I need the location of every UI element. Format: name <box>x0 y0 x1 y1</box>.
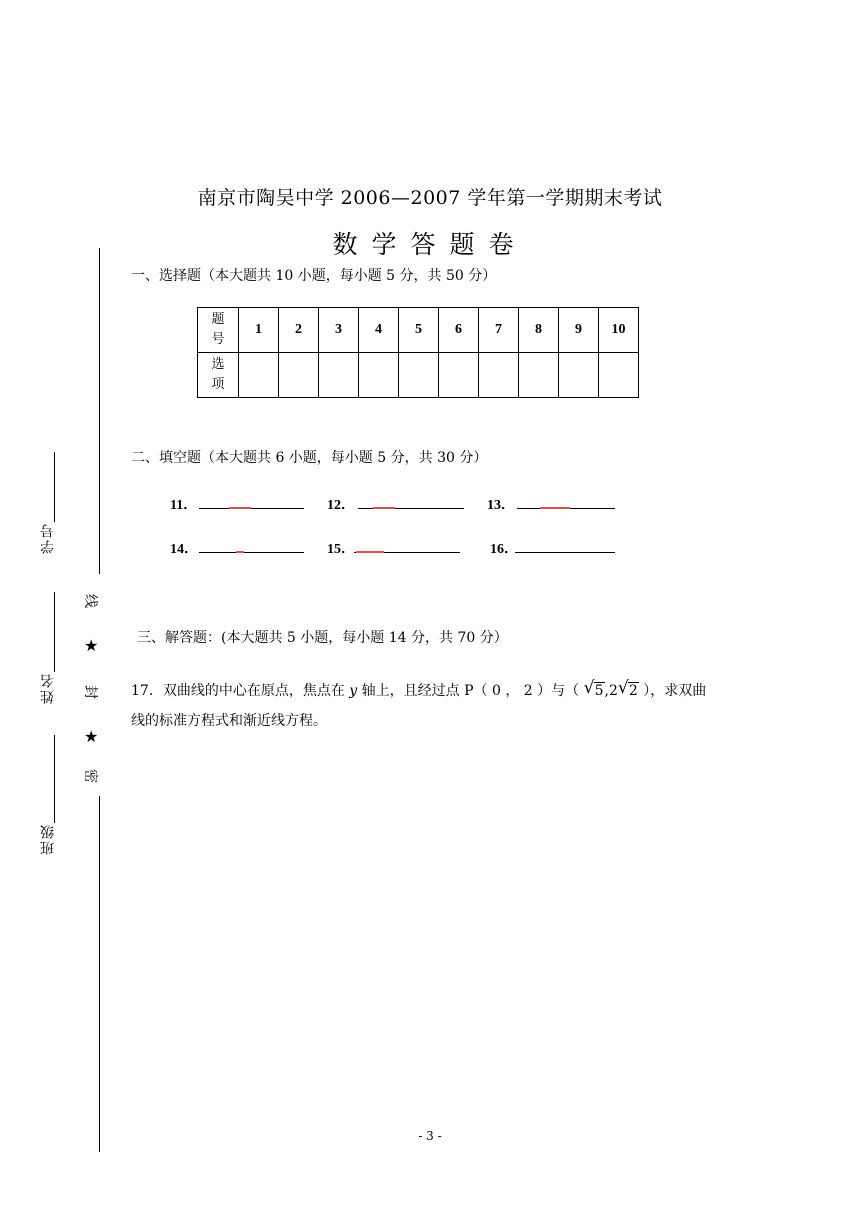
question-number-2: 2 <box>279 308 319 353</box>
question-number-8: 8 <box>519 308 559 353</box>
answer-cell-9[interactable] <box>559 353 599 398</box>
blank-label-14: 14． <box>170 542 198 557</box>
red-mark-14 <box>236 551 244 553</box>
name-label: 姓名 <box>40 672 56 704</box>
blank-label-16: 16． <box>490 542 518 557</box>
name-line[interactable] <box>54 592 55 672</box>
answer-table <box>197 307 639 398</box>
section-solve-heading: 三、解答题：(本大题共 5 小题，每小题 14 分，共 70 分） <box>137 630 508 646</box>
student-id-line[interactable] <box>54 452 55 522</box>
question-number-7: 7 <box>479 308 519 353</box>
seal-char-seal: 封 <box>82 685 98 699</box>
exam-title: 南京市陶吴中学 2006—2007 学年第一学期期末考试 <box>197 187 663 209</box>
question-number-4: 4 <box>359 308 399 353</box>
sqrt-5: √ 5 <box>583 678 604 699</box>
row-header-number: 题 号 <box>198 308 239 353</box>
binding-line-lower <box>99 796 100 1152</box>
class-line[interactable] <box>54 735 55 823</box>
problem-17-text-mid: 轴上，且经过点 P（ 0 ， 2 ）与（ <box>357 683 584 699</box>
seal-char-secret: 密 <box>82 769 98 783</box>
problem-17-comma: ,2 <box>604 683 618 699</box>
answer-cell-4[interactable] <box>359 353 399 398</box>
problem-17-text-after: ），求双曲 <box>638 683 707 699</box>
table-row-answers <box>198 353 639 398</box>
answer-cell-10[interactable] <box>599 353 639 398</box>
blank-label-13: 13． <box>487 498 515 513</box>
blank-label-15: 15． <box>327 542 355 557</box>
problem-17 <box>131 676 771 736</box>
binding-line-upper <box>99 248 100 574</box>
answer-cell-8[interactable] <box>519 353 559 398</box>
page-number: - 3 - <box>418 1129 442 1143</box>
blank-line-14[interactable] <box>199 552 304 553</box>
blank-line-16[interactable] <box>515 552 615 553</box>
row-header-option: 选 项 <box>198 353 239 398</box>
student-id-label: 学号 <box>40 522 56 554</box>
exam-subtitle: 数学答题卷 <box>332 230 528 259</box>
blank-label-11: 11． <box>170 498 198 513</box>
answer-cell-6[interactable] <box>439 353 479 398</box>
table-row-numbers <box>198 308 639 353</box>
blank-label-12: 12． <box>327 498 355 513</box>
section-choice-heading: 一、选择题（本大题共 10 小题，每小题 5 分，共 50 分） <box>131 268 497 284</box>
red-mark-13 <box>540 507 570 509</box>
answer-cell-2[interactable] <box>279 353 319 398</box>
question-number-10: 10 <box>599 308 639 353</box>
red-mark-15 <box>356 551 384 553</box>
question-number-3: 3 <box>319 308 359 353</box>
section-fill-heading: 二、填空题（本大题共 6 小题，每小题 5 分，共 30 分） <box>131 450 488 466</box>
seal-char-line: 线 <box>82 594 98 608</box>
class-label: 班级 <box>40 823 56 855</box>
question-number-6: 6 <box>439 308 479 353</box>
answer-cell-3[interactable] <box>319 353 359 398</box>
blank-line-11[interactable] <box>199 508 304 509</box>
problem-17-line2: 线的标准方程式和渐近线方程。 <box>131 713 327 729</box>
question-number-9: 9 <box>559 308 599 353</box>
red-mark-11 <box>229 507 251 509</box>
answer-cell-7[interactable] <box>479 353 519 398</box>
problem-17-text-before: 17．双曲线的中心在原点，焦点在 <box>131 683 350 699</box>
answer-cell-5[interactable] <box>399 353 439 398</box>
sqrt-2: √ 2 <box>617 678 638 699</box>
problem-17-var-y: y <box>349 683 358 699</box>
question-number-1: 1 <box>239 308 279 353</box>
star-icon: ★ <box>84 727 99 746</box>
answer-cell-1[interactable] <box>239 353 279 398</box>
question-number-5: 5 <box>399 308 439 353</box>
red-mark-12 <box>373 507 395 509</box>
star-icon: ★ <box>84 636 99 655</box>
